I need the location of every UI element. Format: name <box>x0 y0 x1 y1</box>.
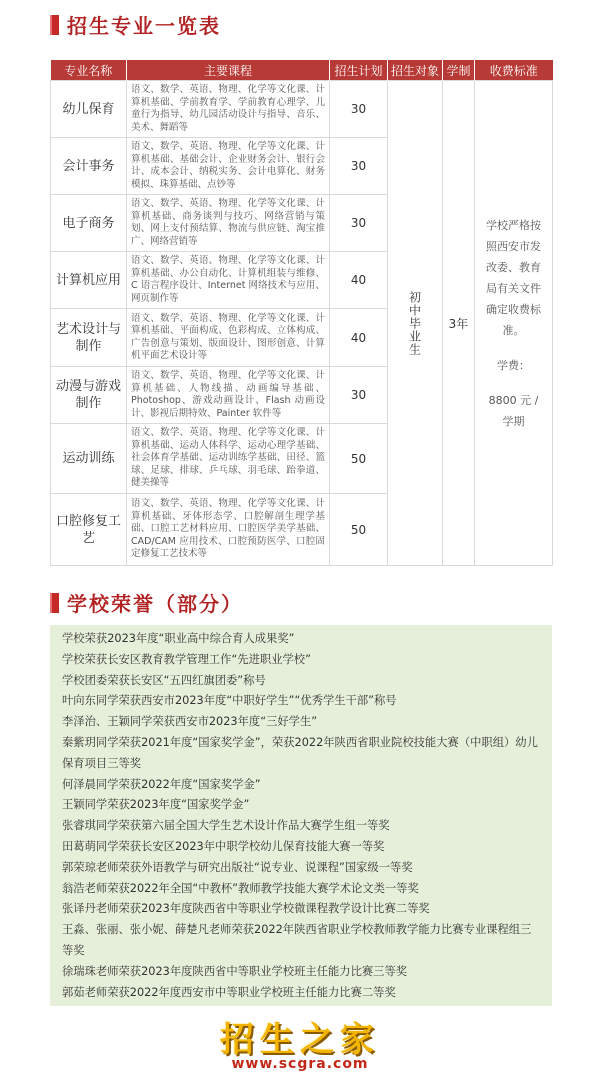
list-item: 张睿琪同学荣获第六届全国大学生艺术设计作品大赛学生组一等奖 <box>62 819 390 833</box>
list-item: 郭茹老师荣获2022年度西安市中等职业学校班主任能力比赛二等奖 <box>62 985 396 999</box>
enrollment-target-text: 初中毕业生 <box>407 290 422 356</box>
list-item: 学校荣获2023年度“职业高中综合育人成果奖” <box>62 632 295 645</box>
list-item: 李泽治、王颖同学荣获西安市2023年度“三好学生” <box>62 715 318 729</box>
list-item: 张译丹老师荣获2023年度陕西省中等职业学校微课程教学设计比赛二等奖 <box>62 902 430 916</box>
program-courses: 语文、数学、英语、物理、化学等文化课、计算机基础、基础会计、企业财务会计、银行会计、成本会计、纳税实务、会计电算化、财务模拟、珠算基础、点钞等 <box>127 138 330 195</box>
program-courses: 语文、数学、英语、物理、化学等文化课、计算机基础、人物线描、动画编导基础、Photoshop、游戏动画设计、Flash 动画设计、影视后期特效、Painter 软件等 <box>127 367 330 424</box>
list-item: 徐瑞珠老师荣获2023年度陕西省中等职业学校班主任能力比赛三等奖 <box>62 964 408 978</box>
program-courses: 语文、数学、英语、物理、化学等文化课、计算机基础、学前教育学、学前教育心理学、儿童行为指导、幼儿园活动设计与指导、音乐、美术、舞蹈等 <box>127 81 330 138</box>
honors-section-title <box>50 588 243 617</box>
program-years: 3年 <box>443 81 475 566</box>
list-item: 秦紫玥同学荣获2021年度“国家奖学金”，荣获2022年陕西省职业院校技能大赛（中职组）幼儿保育项目三等奖 <box>62 735 538 770</box>
program-name: 动漫与游戏制作 <box>51 367 127 424</box>
program-courses: 语文、数学、英语、物理、化学等文化课、计算机基础、商务谈判与技巧、网络营销与策划、网上支付预结算、物流与供应链、淘宝推广、网络营销等 <box>127 195 330 252</box>
fee-text: 学校严格按照西安市发改委、教育局有关文件确定收费标准。 <box>486 218 541 337</box>
list-item: 学校荣获长安区教育教学管理工作“先进职业学校” <box>62 652 311 666</box>
program-courses: 语文、数学、英语、物理、化学等文化课、计算机基础、运动人体科学、运动心理学基础、社会体育学基础、运动训练学基础、田径、篮球、足球、排球、乒乓球、羽毛球、跆拳道、健美操等 <box>127 424 330 494</box>
program-courses: 语文、数学、英语、物理、化学等文化课、计算机基础、办公自动化、计算机组装与维修、C 语言程序设计、Internet 网络技术与应用、网页制作等 <box>127 252 330 309</box>
programs-section-title <box>50 10 221 39</box>
header-years: 学制 <box>443 60 475 81</box>
program-plan: 50 <box>330 424 388 494</box>
program-plan: 30 <box>330 81 388 138</box>
section-marker-icon <box>50 15 59 35</box>
list-item: 王颖同学荣获2023年度“国家奖学金” <box>62 798 250 812</box>
program-name: 运动训练 <box>51 424 127 494</box>
program-plan: 50 <box>330 494 388 566</box>
list-item: 翁浩老师荣获2022年全国“中教杯”教师教学技能大赛学术论文类一等奖 <box>62 881 419 895</box>
header-target: 招生对象 <box>388 60 443 81</box>
program-plan: 30 <box>330 195 388 252</box>
list-item: 田葛萌同学荣获长安区2023年中职学校幼儿保育技能大赛一等奖 <box>62 839 385 853</box>
programs-title-text: 招生专业一览表 <box>67 14 221 38</box>
fee-amount: 8800 元 / 学期 <box>488 393 539 428</box>
program-name: 计算机应用 <box>51 252 127 309</box>
program-name: 幼儿保育 <box>51 81 127 138</box>
list-item: 郭荣琼老师荣获外语教学与研究出版社“说专业、说课程”国家级一等奖 <box>62 860 413 874</box>
program-plan: 30 <box>330 138 388 195</box>
program-name: 电子商务 <box>51 195 127 252</box>
program-plan: 40 <box>330 252 388 309</box>
fee-standard <box>475 81 553 566</box>
fee-label: 学费： <box>497 358 530 372</box>
enrollment-target <box>388 81 443 566</box>
watermark-logo-text: 招生之家 <box>220 1020 380 1060</box>
program-plan: 40 <box>330 309 388 367</box>
program-table <box>50 60 553 566</box>
program-courses: 语文、数学、英语、物理、化学等文化课、计算机基础、平面构成、色彩构成、立体构成、广告创意与策划、版面设计、图形创意、计算机平面艺术设计等 <box>127 309 330 367</box>
header-fee: 收费标准 <box>475 60 553 81</box>
honors-title-text: 学校荣誉（部分） <box>67 592 243 616</box>
list-item: 学校团委荣获长安区“五四红旗团委”称号 <box>62 673 266 687</box>
table-header-row <box>51 60 553 81</box>
program-name: 口腔修复工艺 <box>51 494 127 566</box>
header-plan: 招生计划 <box>330 60 388 81</box>
list-item: 叶向东同学荣获西安市2023年度“中职好学生”“优秀学生干部”称号 <box>62 694 397 708</box>
list-item: 何泽晨同学荣获2022年度“国家奖学金” <box>62 777 261 791</box>
program-courses: 语文、数学、英语、物理、化学等文化课、计算机基础、牙体形态学、口腔解剖生理学基础、口腔工艺材料应用、口腔医学美学基础、CAD/CAM 应用技术、口腔预防医学、口腔固定修复工艺技术等 <box>127 494 330 566</box>
watermark-url: www.scgra.com <box>231 1056 369 1072</box>
table-row <box>51 81 553 138</box>
honors-list <box>50 625 552 1006</box>
section-marker-icon <box>50 593 59 613</box>
header-courses: 主要课程 <box>127 60 330 81</box>
program-name: 会计事务 <box>51 138 127 195</box>
program-plan: 30 <box>330 367 388 424</box>
list-item: 王淼、张丽、张小妮、薛楚凡老师荣获2022年陕西省职业学校教师教学能力比赛专业课程组三等奖 <box>62 923 532 957</box>
program-name: 艺术设计与制作 <box>51 309 127 367</box>
header-program-name: 专业名称 <box>51 60 127 81</box>
